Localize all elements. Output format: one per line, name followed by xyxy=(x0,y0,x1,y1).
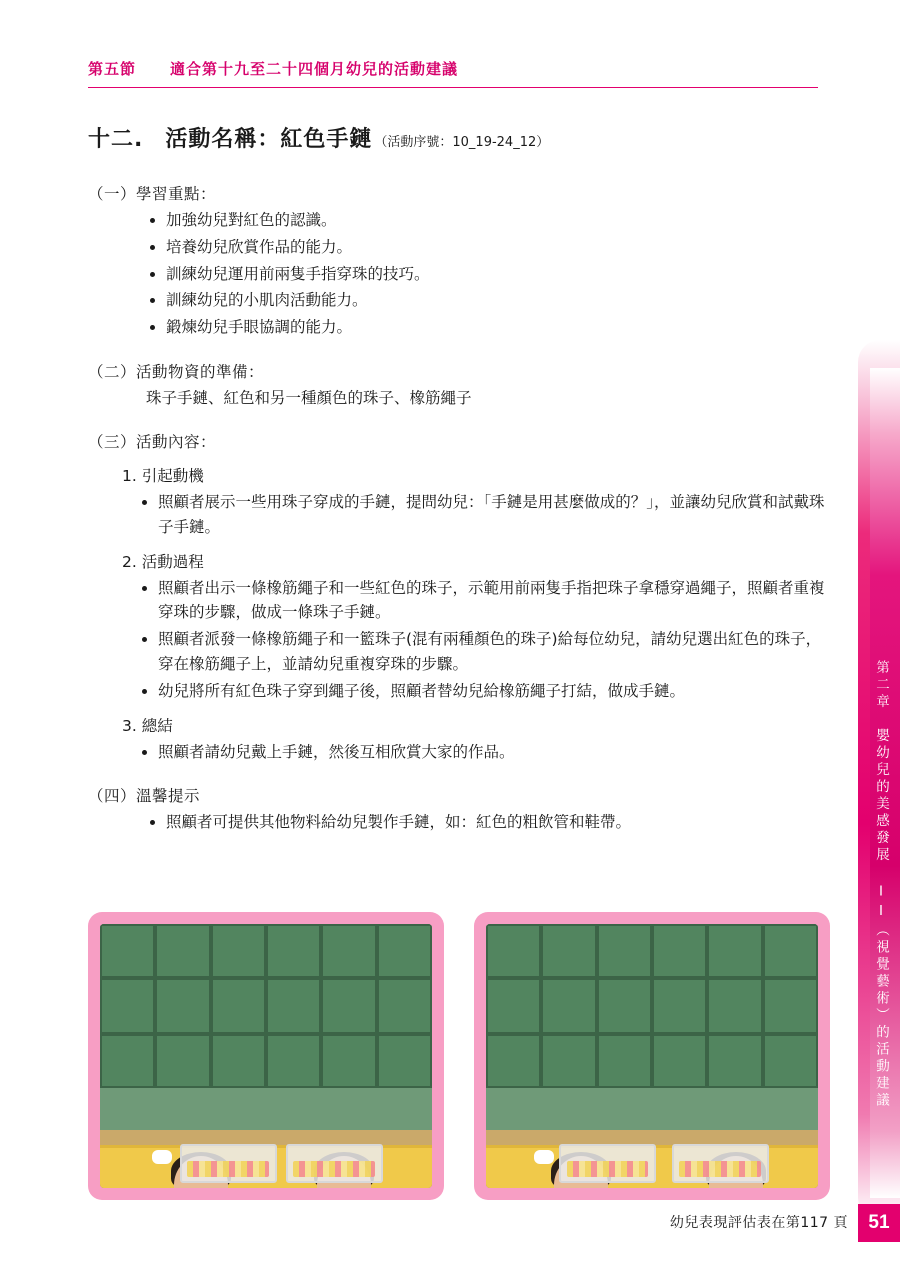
list-item: 訓練幼兒的小肌肉活動能力。 xyxy=(150,288,830,313)
step-2 xyxy=(122,550,830,704)
cabinet-background xyxy=(100,924,432,1088)
photo-row xyxy=(88,912,830,1200)
list-item: 照顧者派發一條橡筋繩子和一籃珠子(混有兩種顏色的珠子)給每位幼兒，請幼兒選出紅色的珠子，穿在橡筋繩子上，並請幼兒重複穿珠的步驟。 xyxy=(142,627,830,677)
photo-left xyxy=(100,924,432,1188)
list-item: 鍛煉幼兒手眼協調的能力。 xyxy=(150,315,830,340)
learning-focus-list xyxy=(88,208,830,340)
list-item: 訓練幼兒運用前兩隻手指穿珠的技巧。 xyxy=(150,262,830,287)
photo-right xyxy=(486,924,818,1188)
materials-heading: （二）活動物資的準備： xyxy=(88,363,265,381)
wall-lower xyxy=(100,1088,432,1130)
list-item: 培養幼兒欣賞作品的能力。 xyxy=(150,235,830,260)
bead-tray xyxy=(559,1144,656,1182)
step-1 xyxy=(122,464,830,540)
wall-lower xyxy=(486,1088,818,1130)
activity-body xyxy=(88,178,830,835)
activity-title xyxy=(88,122,549,153)
tips-list xyxy=(88,810,830,835)
page-number: 51 xyxy=(858,1204,900,1242)
step-1-list xyxy=(122,490,830,540)
list-item: 照顧者展示一些用珠子穿成的手鏈，提問幼兒：「手鏈是用甚麼做成的？」，並讓幼兒欣賞和試戴珠子手鏈。 xyxy=(142,490,830,540)
step-2-list xyxy=(122,576,830,704)
bead-tray xyxy=(672,1144,769,1182)
list-item: 加強幼兒對紅色的認識。 xyxy=(150,208,830,233)
photo-frame-right xyxy=(474,912,830,1200)
list-item: 幼兒將所有紅色珠子穿到繩子後，照顧者替幼兒給橡筋繩子打結，做成手鏈。 xyxy=(142,679,830,704)
list-item: 照顧者可提供其他物料給幼兒製作手鏈，如：紅色的粗飲管和鞋帶。 xyxy=(150,810,830,835)
side-tab-label: 第二章 嬰幼兒的美感發展 II（視覺藝術）的活動建議 xyxy=(873,660,889,1110)
activity-name: 活動名稱：紅色手鏈 xyxy=(165,127,373,152)
bead-tray xyxy=(286,1144,383,1182)
bead-tray xyxy=(180,1144,277,1182)
step-1-label: 1. 引起動機 xyxy=(122,467,204,486)
activity-index: 十二. xyxy=(88,127,144,152)
chapter-side-tab xyxy=(840,0,900,1274)
step-3-list xyxy=(122,740,830,765)
list-item: 照顧者請幼兒戴上手鏈，然後互相欣賞大家的作品。 xyxy=(142,740,830,765)
section-title: 適合第十九至二十四個月幼兒的活動建議 xyxy=(170,60,459,78)
section-number: 第五節 xyxy=(88,60,137,78)
learning-focus-heading: （一）學習重點： xyxy=(88,185,217,203)
tips-heading: （四）溫馨提示 xyxy=(88,787,201,806)
content-heading: （三）活動內容： xyxy=(88,433,217,452)
photo-frame-left xyxy=(88,912,444,1200)
materials-text: 珠子手鏈、紅色和另一種顏色的珠子、橡筋繩子 xyxy=(146,389,472,408)
step-3 xyxy=(122,714,830,765)
list-item: 照顧者出示一條橡筋繩子和一些紅色的珠子，示範用前兩隻手指把珠子拿穩穿過繩子，照顧者重複穿珠的步驟，做成一條珠子手鏈。 xyxy=(142,576,830,626)
cabinet-background xyxy=(486,924,818,1088)
activity-code: （活動序號：10_19-24_12） xyxy=(374,135,550,150)
step-2-label: 2. 活動過程 xyxy=(122,552,204,571)
step-3-label: 3. 總結 xyxy=(122,716,173,735)
page-header xyxy=(88,58,818,88)
footer-caption: 幼兒表現評估表在第117 頁 xyxy=(669,1215,848,1231)
